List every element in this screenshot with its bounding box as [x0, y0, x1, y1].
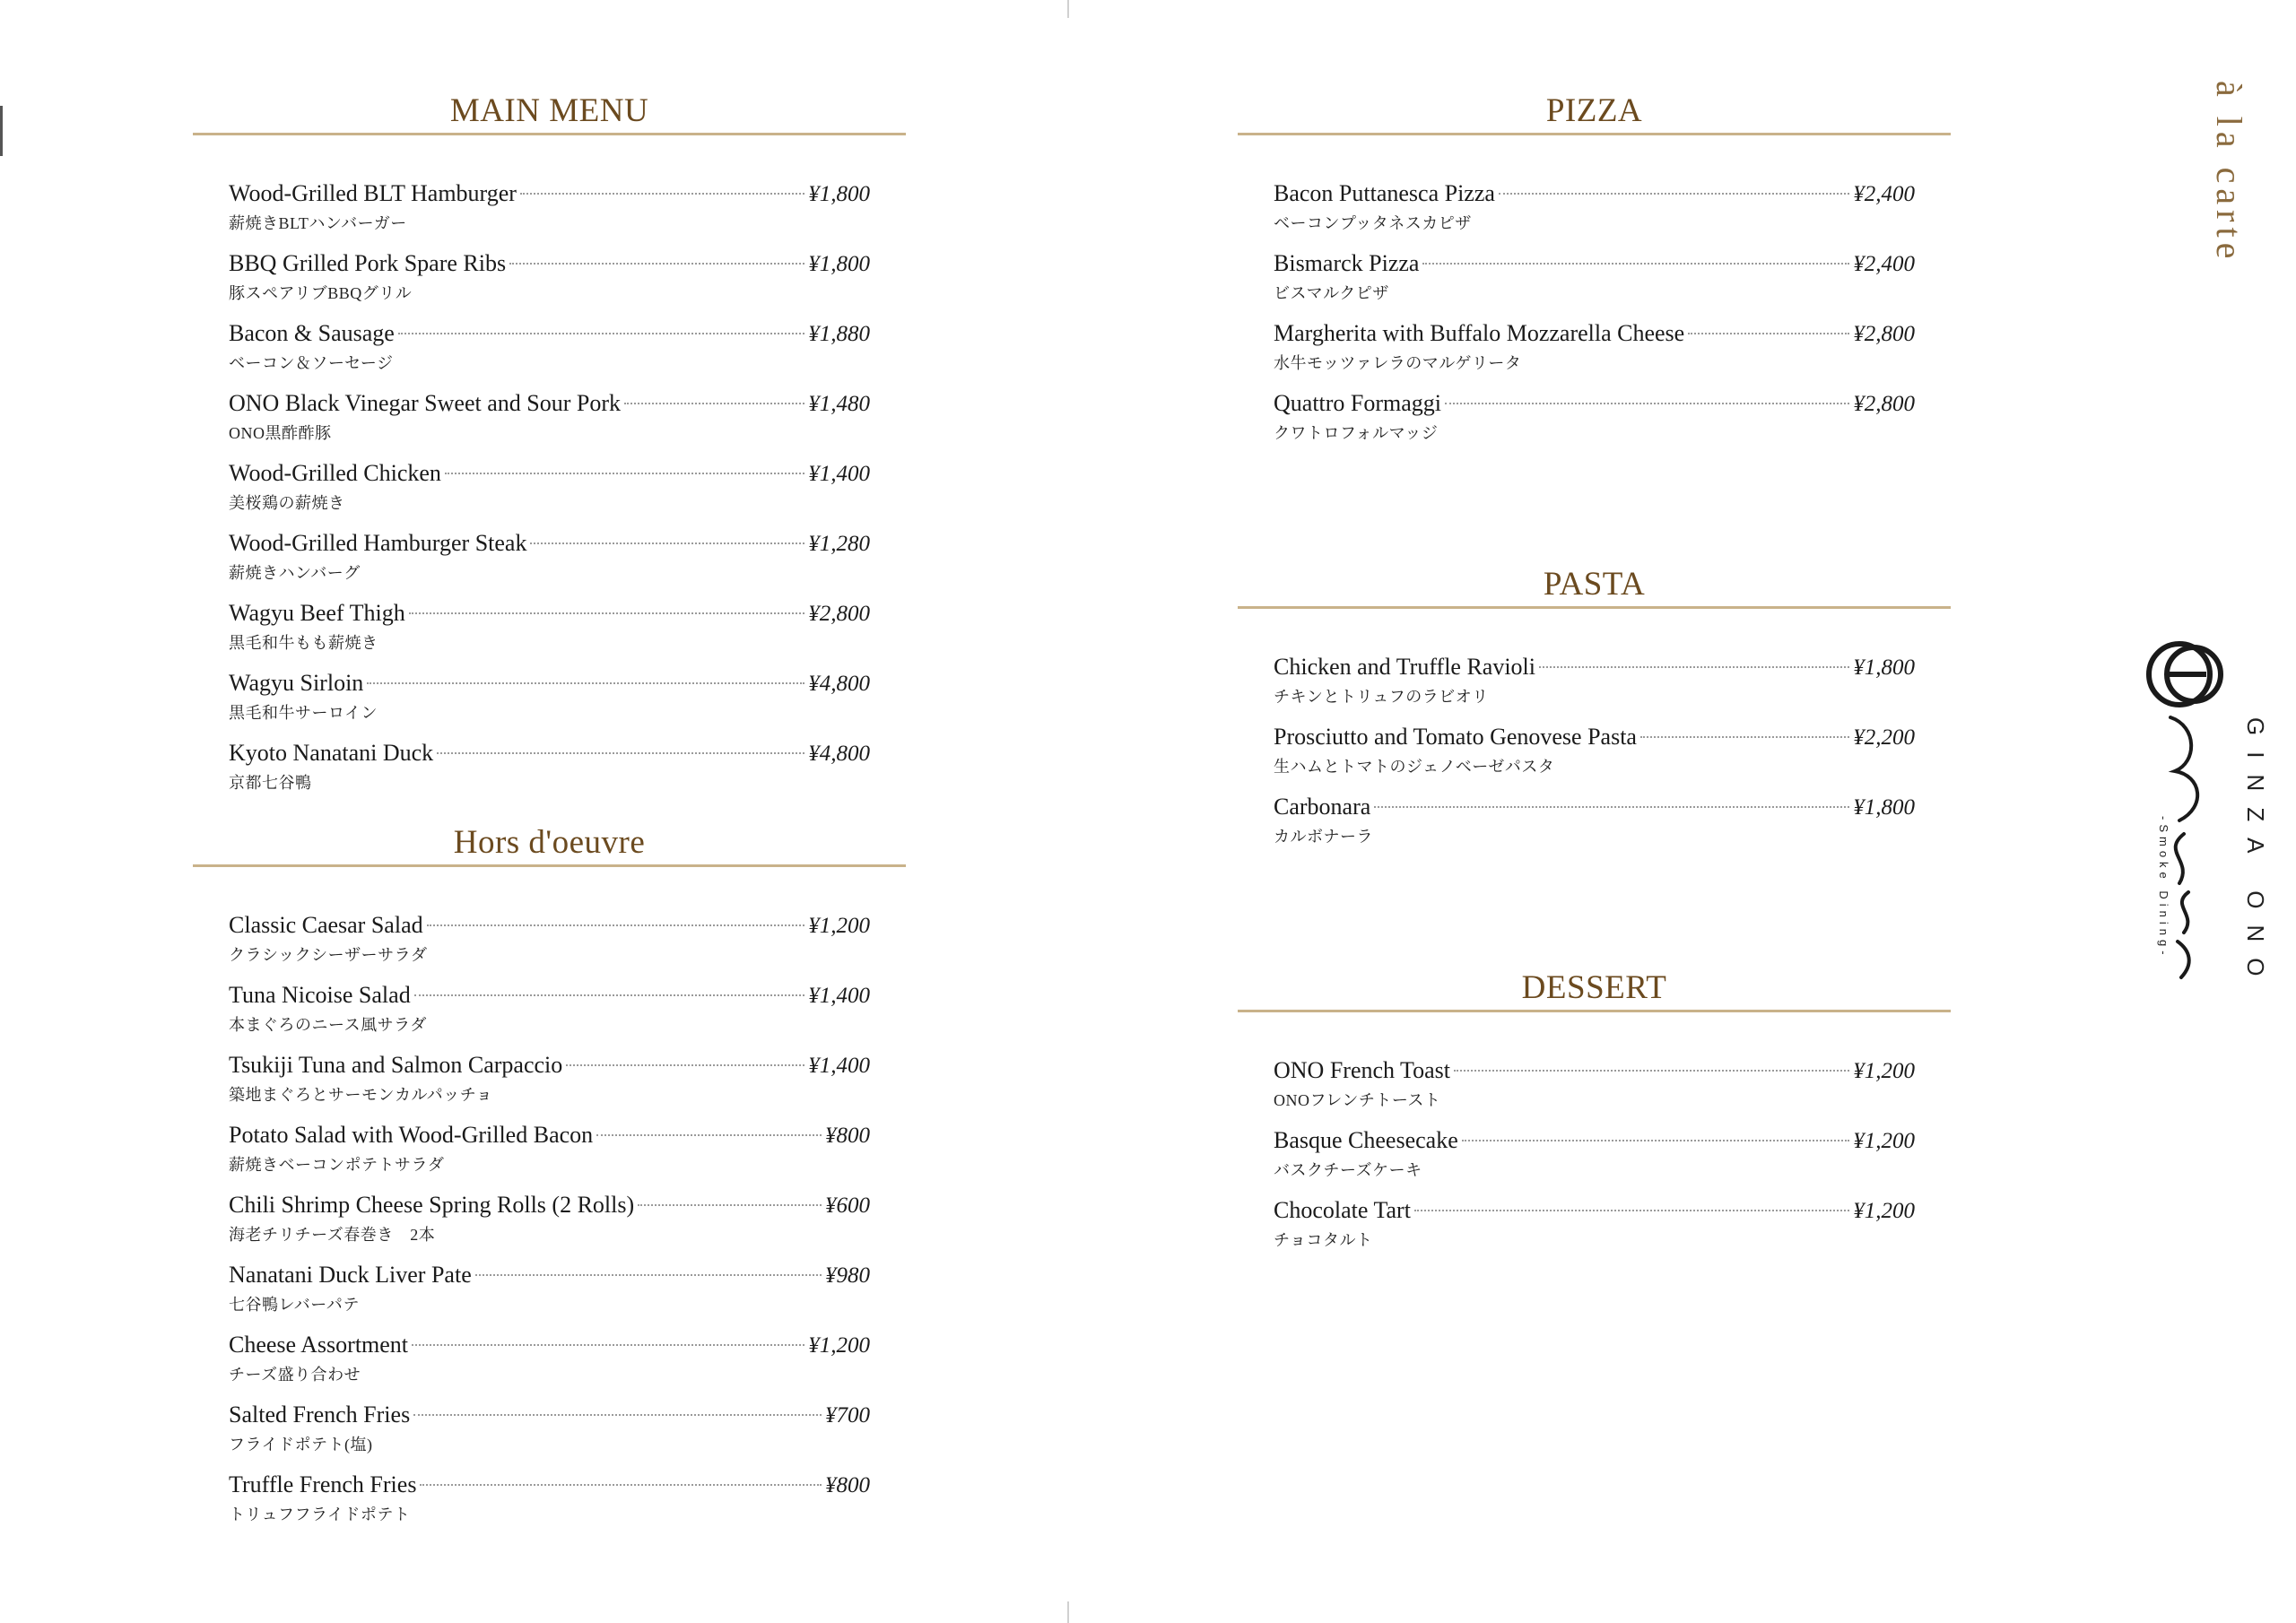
item-japanese-name: ベーコン＆ソーセージ [229, 354, 394, 372]
dot-leader [1462, 1140, 1850, 1141]
dot-leader [638, 1204, 822, 1206]
item-name: Bismarck Pizza [1274, 250, 1420, 276]
item-price: ¥600 [825, 1193, 870, 1218]
item-japanese-name: ベーコンプッタネスカピザ [1274, 214, 1472, 232]
item-japanese-name: 黒毛和牛もも薪焼き [229, 634, 378, 652]
item-price: ¥1,200 [1853, 1199, 1915, 1223]
section-title-main-menu: MAIN MENU [449, 92, 649, 129]
menu-item [229, 247, 870, 317]
item-japanese-name: チョコタルト [1274, 1231, 1373, 1249]
item-japanese-name: 七谷鴨レバーパテ [229, 1296, 360, 1314]
item-name: Tsukiji Tuna and Salmon Carpaccio [229, 1052, 563, 1078]
item-name: Nanatani Duck Liver Pate [229, 1262, 472, 1288]
item-price: ¥980 [825, 1263, 870, 1288]
item-japanese-name: 築地まぐろとサーモンカルパッチョ [229, 1086, 493, 1104]
item-japanese-name: 海老チリチーズ春巻き 2本 [229, 1226, 436, 1244]
item-price: ¥1,200 [808, 914, 870, 938]
dot-leader [475, 1274, 822, 1276]
menu-item [229, 1399, 870, 1469]
dot-leader [413, 1414, 822, 1416]
item-price: ¥1,200 [1853, 1129, 1915, 1153]
section-rule [193, 864, 906, 867]
item-name: Basque Cheesecake [1274, 1127, 1458, 1153]
menu-item [1274, 791, 1915, 861]
item-japanese-name: クワトロフォルマッジ [1274, 424, 1439, 442]
item-name: Cheese Assortment [229, 1332, 409, 1358]
item-price: ¥1,200 [808, 1333, 870, 1358]
item-japanese-name: 美桜鶏の薪焼き [229, 494, 345, 512]
dot-leader [566, 1064, 804, 1066]
dot-leader [409, 612, 805, 614]
menu-item [229, 909, 870, 979]
menu-item [229, 1469, 870, 1539]
item-name: Wood-Grilled Hamburger Steak [229, 530, 527, 556]
menu-item [229, 597, 870, 667]
item-japanese-name: ONO黒酢酢豚 [229, 424, 332, 442]
item-japanese-name: 豚スペアリブBBQグリル [229, 284, 413, 302]
item-japanese-name: チキンとトリュフのラビオリ [1274, 688, 1489, 706]
item-price: ¥2,800 [1853, 392, 1915, 416]
item-japanese-name: 水牛モッツァレラのマルゲリータ [1274, 354, 1522, 372]
menu-item [229, 1049, 870, 1119]
dot-leader [367, 682, 804, 684]
item-japanese-name: クラシックシーザーサラダ [229, 946, 428, 964]
fold-mark-bottom [1067, 1601, 1069, 1623]
dot-leader [1539, 666, 1849, 668]
menu-item [229, 667, 870, 737]
item-name: Tuna Nicoise Salad [229, 982, 411, 1008]
menu-item [1274, 247, 1915, 317]
item-price: ¥2,200 [1853, 725, 1915, 750]
crop-mark [0, 106, 3, 156]
item-japanese-name: 黒毛和牛サーロイン [229, 704, 378, 722]
menu-item [1274, 1194, 1915, 1264]
item-name: Chicken and Truffle Ravioli [1274, 654, 1536, 680]
dot-leader [437, 752, 804, 754]
dot-leader [1688, 333, 1849, 334]
item-japanese-name: 京都七谷鴨 [229, 774, 312, 792]
item-name: ONO French Toast [1274, 1057, 1451, 1083]
item-name: Wagyu Sirloin [229, 670, 364, 696]
item-japanese-name: チーズ盛り合わせ [229, 1366, 361, 1384]
item-price: ¥2,400 [1853, 252, 1915, 276]
item-japanese-name: バスクチーズケーキ [1274, 1161, 1422, 1179]
dot-leader [420, 1484, 822, 1486]
menu-item [229, 737, 870, 807]
menu-item [1274, 651, 1915, 721]
item-japanese-name: カルボナーラ [1274, 828, 1373, 846]
brand-name: GINZA ONO [2242, 717, 2269, 993]
menu-item [229, 1189, 870, 1259]
dot-leader [1374, 806, 1849, 808]
section-title-pizza: PIZZA [1545, 92, 1643, 129]
dot-leader [509, 263, 804, 265]
item-name: Wagyu Beef Thigh [229, 600, 405, 626]
dot-leader [1414, 1210, 1849, 1211]
dot-leader [398, 333, 804, 334]
menu-item [1274, 387, 1915, 457]
dot-leader [1499, 193, 1849, 195]
section-title-dessert: DESSERT [1521, 969, 1667, 1006]
dot-leader [530, 542, 804, 544]
menu-item [229, 1119, 870, 1189]
menu-item [1274, 1055, 1915, 1124]
item-japanese-name: ONOフレンチトースト [1274, 1091, 1441, 1109]
item-japanese-name: 薪焼きベーコンポテトサラダ [229, 1156, 445, 1174]
menu-item [1274, 178, 1915, 247]
menu-item [1274, 721, 1915, 791]
item-price: ¥1,200 [1853, 1059, 1915, 1083]
item-name: Salted French Fries [229, 1402, 411, 1428]
item-price: ¥2,800 [1853, 322, 1915, 346]
dot-leader [1445, 403, 1849, 404]
item-name: Bacon Puttanesca Pizza [1274, 180, 1495, 206]
fold-mark-top [1067, 0, 1069, 18]
dot-leader [520, 193, 804, 195]
item-name: Prosciutto and Tomato Genovese Pasta [1274, 724, 1637, 750]
item-name: BBQ Grilled Pork Spare Ribs [229, 250, 507, 276]
item-price: ¥1,480 [808, 392, 870, 416]
item-name: Wood-Grilled BLT Hamburger [229, 180, 517, 206]
dot-leader [412, 1344, 804, 1346]
section-rule [1238, 133, 1951, 135]
menu-item [229, 317, 870, 387]
item-price: ¥1,880 [808, 322, 870, 346]
section-title-hors-doeuvre: Hors d'oeuvre [453, 824, 646, 861]
item-name: Wood-Grilled Chicken [229, 460, 441, 486]
item-price: ¥2,800 [808, 602, 870, 626]
item-japanese-name: 生ハムとトマトのジェノベーゼパスタ [1274, 758, 1555, 776]
section-rule [1238, 1010, 1951, 1012]
dot-leader [445, 473, 804, 474]
dot-leader [596, 1134, 822, 1136]
brand-tagline: -Smoke Dining- [2157, 816, 2170, 959]
dot-leader [427, 924, 805, 926]
item-name: Kyoto Nanatani Duck [229, 740, 434, 766]
section-rule [193, 133, 906, 135]
item-price: ¥1,280 [808, 532, 870, 556]
item-name: Classic Caesar Salad [229, 912, 423, 938]
menu-item [229, 1329, 870, 1399]
item-japanese-name: ビスマルクピザ [1274, 284, 1389, 302]
item-price: ¥800 [825, 1124, 870, 1148]
item-japanese-name: 本まぐろのニース風サラダ [229, 1016, 427, 1034]
item-price: ¥1,800 [808, 252, 870, 276]
item-name: Quattro Formaggi [1274, 390, 1442, 416]
item-price: ¥1,400 [808, 462, 870, 486]
item-japanese-name: 薪焼きBLTハンバーガー [229, 214, 407, 232]
item-price: ¥1,800 [1853, 655, 1915, 680]
item-price: ¥2,400 [1853, 182, 1915, 206]
item-japanese-name: トリュフフライドポテト [229, 1506, 411, 1523]
item-name: Chocolate Tart [1274, 1197, 1411, 1223]
item-name: Potato Salad with Wood-Grilled Bacon [229, 1122, 594, 1148]
dot-leader [624, 403, 804, 404]
menu-item [1274, 317, 1915, 387]
item-name: Bacon & Sausage [229, 320, 395, 346]
item-name: Truffle French Fries [229, 1471, 417, 1497]
item-japanese-name: フライドポテト(塩) [229, 1436, 373, 1454]
dot-leader [414, 994, 805, 996]
dot-leader [1422, 263, 1849, 265]
dot-leader [1454, 1070, 1849, 1072]
menu-item [229, 1259, 870, 1329]
item-price: ¥1,800 [1853, 795, 1915, 820]
section-title-pasta: PASTA [1543, 566, 1646, 603]
menu-item [229, 979, 870, 1049]
item-price: ¥4,800 [808, 742, 870, 766]
item-japanese-name: 薪焼きハンバーグ [229, 564, 361, 582]
item-price: ¥1,400 [808, 984, 870, 1008]
item-name: Chili Shrimp Cheese Spring Rolls (2 Rolls) [229, 1192, 635, 1218]
item-price: ¥1,400 [808, 1054, 870, 1078]
menu-item [1274, 1124, 1915, 1194]
item-price: ¥4,800 [808, 672, 870, 696]
item-name: Margherita with Buffalo Mozzarella Cheese [1274, 320, 1685, 346]
item-price: ¥800 [825, 1473, 870, 1497]
menu-item [229, 178, 870, 247]
menu-item [229, 457, 870, 527]
item-price: ¥1,800 [808, 182, 870, 206]
dot-leader [1640, 736, 1849, 738]
section-rule [1238, 606, 1951, 609]
item-price: ¥700 [825, 1403, 870, 1428]
item-name: Carbonara [1274, 794, 1371, 820]
item-name: ONO Black Vinegar Sweet and Sour Pork [229, 390, 621, 416]
menu-item [229, 527, 870, 597]
a-la-carte-title: à la carte [2209, 81, 2249, 265]
menu-item [229, 387, 870, 457]
